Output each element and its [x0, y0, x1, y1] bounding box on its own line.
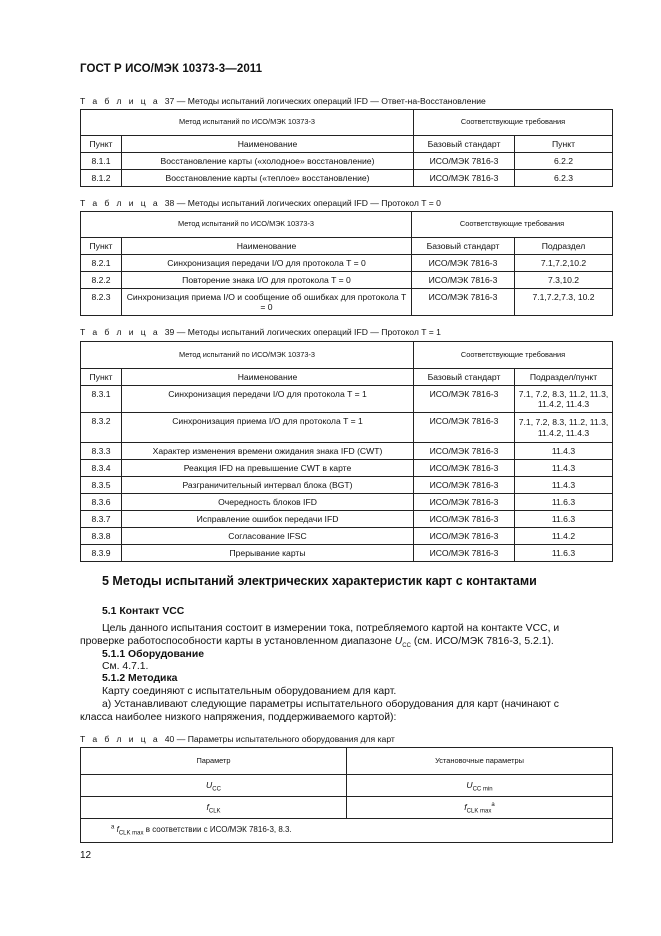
table-37 — [80, 109, 613, 187]
standard-header: ГОСТ Р ИСО/МЭК 10373-3—2011 — [80, 63, 263, 75]
column-header: Подраздел/пункт — [515, 369, 613, 386]
table-caption-text: 39 — Методы испытаний логических операций IFD — Протокол T = 1 — [164, 327, 441, 337]
table-cell: 7.1,7.2,10.2 — [515, 255, 613, 272]
variable-f: f — [206, 802, 209, 813]
column-header: Базовый стандарт — [414, 369, 515, 386]
subscript: CC — [212, 786, 221, 793]
table-cell: 8.3.7 — [81, 511, 122, 528]
table-caption-text: 37 — Методы испытаний логических операций IFD — Ответ-на-Восстановление — [164, 96, 486, 106]
table-prefix: Т а б л и ц а — [80, 734, 160, 744]
table-footnote — [81, 819, 613, 843]
table-cell: 11.4.3 — [515, 443, 613, 460]
table-cell: 11.4.3 — [515, 477, 613, 494]
table-cell: 6.2.3 — [515, 170, 613, 187]
table-caption-text: 40 — Параметры испытательного оборудования для карт — [164, 734, 395, 744]
section-5-1-title: 5.1 Контакт VCC — [102, 606, 185, 617]
table-cell: 11.6.3 — [515, 545, 613, 562]
table-row — [81, 153, 613, 170]
group-header-left: Метод испытаний по ИСО/МЭК 10373-3 — [81, 342, 414, 369]
group-header-right: Соответствующие требования — [414, 110, 613, 136]
table-cell: Восстановление карты («теплое» восстановление) — [122, 170, 414, 187]
table-cell: ИСО/МЭК 7816-3 — [414, 494, 515, 511]
table-row — [81, 255, 613, 272]
table-cell: 8.2.3 — [81, 289, 122, 316]
column-header: Установочные параметры — [347, 748, 613, 775]
table-cell: ИСО/МЭК 7816-3 — [412, 255, 515, 272]
table-cell: ИСО/МЭК 7816-3 — [414, 511, 515, 528]
table-cell: 8.2.2 — [81, 272, 122, 289]
table-cell: 8.3.6 — [81, 494, 122, 511]
table-cell: ИСО/МЭК 7816-3 — [414, 170, 515, 187]
column-header: Базовый стандарт — [414, 136, 515, 153]
table-cell: 7.1, 7.2, 8.3, 11.2, 11.3, 11.4.2, 11.4.3 — [515, 386, 613, 413]
table-row — [81, 386, 613, 413]
footnote-marker: a — [491, 802, 495, 809]
table-cell: 6.2.2 — [515, 153, 613, 170]
table-cell: 11.6.3 — [515, 494, 613, 511]
text-run: проверке работоспособности карты в установленном диапазоне — [80, 636, 395, 647]
column-header: Наименование — [122, 238, 412, 255]
table-cell: ИСО/МЭК 7816-3 — [414, 386, 515, 413]
section-5-1-2-p1: Карту соединяют с испытательным оборудованием для карт. — [102, 686, 397, 697]
table-cell: ИСО/МЭК 7816-3 — [414, 153, 515, 170]
table-cell: ИСО/МЭК 7816-3 — [414, 460, 515, 477]
table-cell: 7.3,10.2 — [515, 272, 613, 289]
section-5-title: 5 Методы испытаний электрических характеристик карт с контактами — [102, 574, 537, 588]
column-header: Параметр — [81, 748, 347, 775]
table-cell: 8.3.3 — [81, 443, 122, 460]
table-prefix: Т а б л и ц а — [80, 327, 160, 337]
group-header-left: Метод испытаний по ИСО/МЭК 10373-3 — [81, 212, 412, 238]
table-prefix: Т а б л и ц а — [80, 96, 160, 106]
table-cell: Прерывание карты — [122, 545, 414, 562]
table-row — [81, 528, 613, 545]
table-cell: 8.3.5 — [81, 477, 122, 494]
column-header: Наименование — [122, 136, 414, 153]
table-38-caption — [80, 198, 441, 208]
table-cell: ИСО/МЭК 7816-3 — [412, 272, 515, 289]
section-5-1-line-2 — [80, 635, 554, 648]
table-cell: Восстановление карты («холодное» восстановление) — [122, 153, 414, 170]
table-cell: 8.1.1 — [81, 153, 122, 170]
subscript: CC min — [472, 786, 493, 793]
table-prefix: Т а б л и ц а — [80, 198, 160, 208]
table-cell: Синхронизация приема I/O для протокола T = 1 — [122, 413, 414, 443]
table-cell: ИСО/МЭК 7816-3 — [414, 413, 515, 443]
table-cell: ИСО/МЭК 7816-3 — [414, 443, 515, 460]
column-header: Наименование — [122, 369, 414, 386]
table-row — [81, 494, 613, 511]
table-cell: 8.3.4 — [81, 460, 122, 477]
table-row — [81, 775, 613, 797]
table-40-caption — [80, 734, 395, 744]
table-cell: Повторение знака I/O для протокола T = 0 — [122, 272, 412, 289]
table-cell: 7.1,7.2,7.3, 10.2 — [515, 289, 613, 316]
variable-f: f — [116, 825, 119, 835]
subscript: CLK max — [118, 830, 144, 837]
table-row — [81, 511, 613, 528]
variable-u: U — [394, 636, 403, 647]
table-cell: 8.3.9 — [81, 545, 122, 562]
table-cell: ИСО/МЭК 7816-3 — [414, 477, 515, 494]
text-run: (см. ИСО/МЭК 7816-3, 5.2.1). — [410, 636, 554, 647]
column-header: Пункт — [81, 369, 122, 386]
subscript: CLK max — [466, 808, 492, 815]
group-header-left: Метод испытаний по ИСО/МЭК 10373-3 — [81, 110, 414, 136]
table-cell: 8.3.1 — [81, 386, 122, 413]
table-cell: 7.1, 7.2, 8.3, 11.2, 11.3, 11.4.2, 11.4.3 — [515, 413, 613, 443]
table-cell — [81, 775, 347, 797]
column-header: Пункт — [515, 136, 613, 153]
table-cell: 11.4.3 — [515, 460, 613, 477]
table-row — [81, 272, 613, 289]
section-5-1-1-text: См. 4.7.1. — [102, 661, 149, 672]
table-cell: Реакция IFD на превышение CWT в карте — [122, 460, 414, 477]
variable-u: U — [466, 780, 473, 791]
variable-u: U — [206, 780, 213, 791]
table-cell: Синхронизация передачи I/O для протокола T = 1 — [122, 386, 414, 413]
table-cell — [347, 775, 613, 797]
table-40 — [80, 747, 613, 843]
table-footnote-row — [81, 819, 613, 843]
table-cell: Согласование IFSC — [122, 528, 414, 545]
column-header: Базовый стандарт — [412, 238, 515, 255]
column-header: Подраздел — [515, 238, 613, 255]
table-row — [81, 477, 613, 494]
column-header: Пункт — [81, 136, 122, 153]
table-cell: 8.1.2 — [81, 170, 122, 187]
table-cell: ИСО/МЭК 7816-3 — [412, 289, 515, 316]
table-cell: 8.2.1 — [81, 255, 122, 272]
variable-f: f — [464, 802, 467, 813]
group-header-right: Соответствующие требования — [412, 212, 613, 238]
footnote-marker: a — [111, 824, 115, 831]
table-cell: ИСО/МЭК 7816-3 — [414, 545, 515, 562]
table-cell: 11.6.3 — [515, 511, 613, 528]
section-5-1-2-title: 5.1.2 Методика — [102, 673, 178, 684]
section-5-1-line-1: Цель данного испытания состоит в измерении тока, потребляемого картой на контакте VCC, и — [102, 623, 560, 634]
table-row — [81, 170, 613, 187]
subscript: CC — [402, 643, 411, 650]
table-row — [81, 443, 613, 460]
table-38 — [80, 211, 613, 316]
table-cell: Характер изменения времени ожидания знака IFD (CWT) — [122, 443, 414, 460]
table-cell: 8.3.8 — [81, 528, 122, 545]
table-cell: Очередность блоков IFD — [122, 494, 414, 511]
table-cell: ИСО/МЭК 7816-3 — [414, 528, 515, 545]
table-39-caption — [80, 327, 441, 337]
table-cell: Синхронизация передачи I/O для протокола T = 0 — [122, 255, 412, 272]
table-37-caption — [80, 96, 486, 106]
table-cell: 11.4.2 — [515, 528, 613, 545]
table-caption-text: 38 — Методы испытаний логических операций IFD — Протокол T = 0 — [164, 198, 441, 208]
table-row — [81, 797, 613, 819]
subscript: CLK — [208, 808, 221, 815]
table-row — [81, 413, 613, 443]
table-row — [81, 460, 613, 477]
table-39 — [80, 341, 613, 562]
table-row — [81, 289, 613, 316]
table-cell: Разграничительный интервал блока (BGT) — [122, 477, 414, 494]
table-cell — [81, 797, 347, 819]
table-cell: 8.3.2 — [81, 413, 122, 443]
section-5-1-1-title: 5.1.1 Оборудование — [102, 649, 204, 660]
footnote-text: в соответствии с ИСО/МЭК 7816-3, 8.3. — [143, 825, 292, 835]
section-5-1-2-p2-line-2: класса наиболее низкого напряжения, поддерживаемого картой): — [80, 712, 397, 723]
column-header: Пункт — [81, 238, 122, 255]
table-cell: Синхронизация приема I/O и сообщение об ошибках для протокола T = 0 — [122, 289, 412, 316]
section-5-1-2-p2-line-1: а) Устанавливают следующие параметры испытательного оборудования для карт (начинают с — [102, 699, 559, 710]
table-row — [81, 545, 613, 562]
page-number: 12 — [80, 850, 92, 861]
group-header-right: Соответствующие требования — [414, 342, 613, 369]
table-cell — [347, 797, 613, 819]
table-cell: Исправление ошибок передачи IFD — [122, 511, 414, 528]
